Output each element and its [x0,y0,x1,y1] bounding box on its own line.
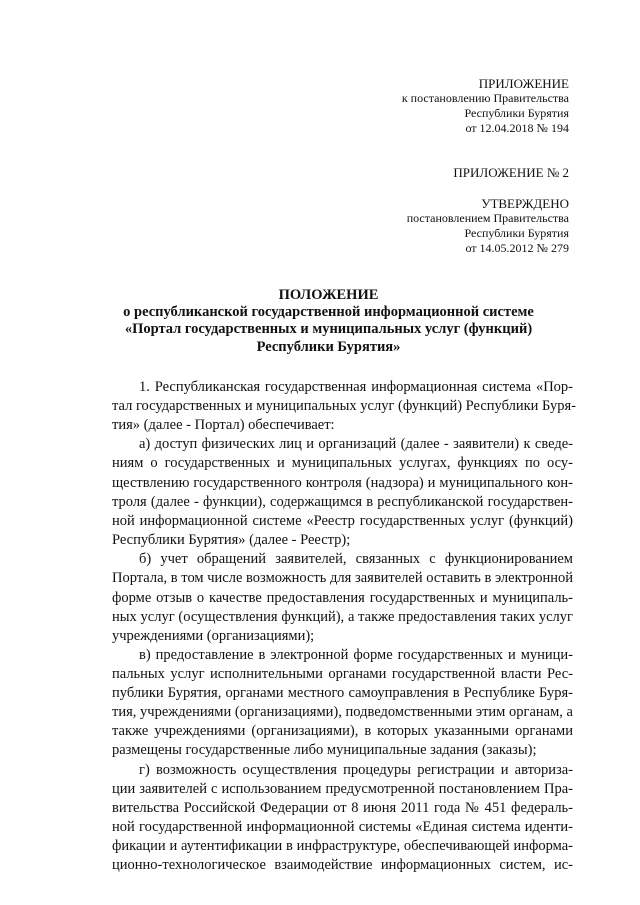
body-line: ции заявителей с использованием предусмотренной постановлением Пра- [112,781,573,797]
body-line: ной информационной системе «Реестр государственных услуг (функций) [112,513,573,529]
body-line: также учреждениями (организациями), в которых указанными органами [112,723,573,739]
body-line: Республики Бурятия» (далее - Реестр); [112,532,351,548]
body-line: г) возможность осуществления процедуры регистрации и авториза- [139,762,573,778]
body-line: размещены государственные либо муниципальные задания (заказы); [112,742,537,758]
attachment-title: ПРИЛОЖЕНИЕ [478,76,569,91]
attachment2-title: ПРИЛОЖЕНИЕ № 2 [453,165,569,180]
attachment-line: к постановлению Правительства [401,91,569,105]
approved-title: УТВЕРЖДЕНО [481,196,569,211]
body-line: троля (далее - функции), содержащимся в республиканской государствен- [112,494,573,510]
body-line: ществлению государственного контроля (надзора) и муниципального кон- [112,475,573,491]
body-line: 1. Республиканская государственная информационная система «Пор- [139,379,573,395]
body-line: вительства Российской Федерации от 8 июня 2011 года № 451 федераль- [112,800,573,816]
body-line: б) учет обращений заявителей, связанных с функционированием [139,551,573,567]
attachment-line: от 12.04.2018 № 194 [465,120,569,135]
body-line: фикации и аутентификации в инфраструктуре, обеспечивающей информа- [112,838,573,854]
body-line: ниям о государственных и муниципальных услугах, функциях по осу- [112,455,573,471]
heading-line: «Портал государственных и муниципальных услуг (функций) [124,321,533,338]
heading-title: ПОЛОЖЕНИЕ [278,287,379,303]
attachment-block [402,76,569,135]
body-line: ционно-технологическое взаимодействие информационных систем, ис- [112,857,573,873]
attachment-line: Республики Бурятия [464,105,569,120]
body-line: ной государственной информационной системы «Единая система иденти- [112,819,573,835]
approved-line: Республики Бурятия [464,225,569,240]
body-line: тия» (далее - Портал) обеспечивает: [112,417,335,433]
document-heading [70,287,587,356]
body-line: публики Бурятия, органами местного самоуправления в Республике Буря- [112,685,573,701]
body-line: ных услуг (осуществления функций), а также предоставления таких услуг [112,609,573,625]
body-line: форме отзыв о качестве предоставления государственных и муниципаль- [112,590,573,606]
body-line: Портала, в том числе возможность для заявителей оставить в электронной [112,570,573,586]
body-line: пальных услуг исполнительными органами государственной власти Рес- [112,666,573,682]
heading-line: Республики Бурятия» [256,338,401,355]
body-line: а) доступ физических лиц и организаций (далее - заявители) к сведе- [139,436,573,452]
body-line: тал государственных и муниципальных услуг (функций) Республики Буря- [112,398,577,414]
body-line: тия, учреждениями (организациями), подведомственными этим органам, а [112,704,573,720]
approved-line: от 14.05.2012 № 279 [465,240,569,255]
body-line: в) предоставление в электронной форме государственных и муници- [139,647,573,663]
approved-block [407,196,569,255]
body-line: учреждениями (организациями); [112,628,315,644]
approved-line: постановлением Правительства [406,211,569,225]
heading-line: о республиканской государственной информационной системе [123,304,534,321]
attachment2-block [453,165,569,180]
